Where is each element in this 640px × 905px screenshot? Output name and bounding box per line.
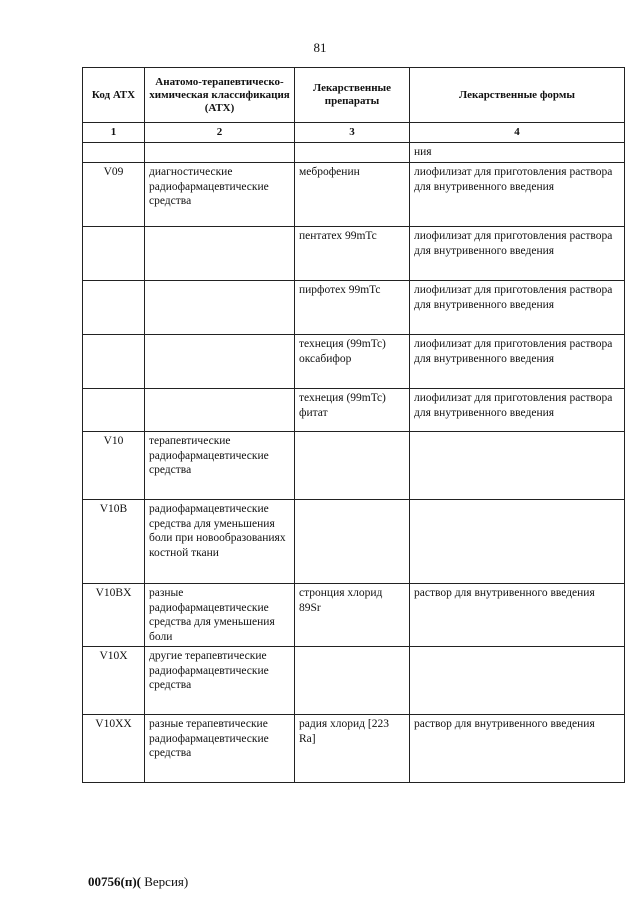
cell-classification — [145, 335, 295, 389]
table-row — [83, 389, 625, 432]
cell-drug — [295, 143, 410, 163]
cell-classification: диагностические радиофармацевтические средства — [145, 163, 295, 227]
cell-drug: пирфотех 99mTc — [295, 281, 410, 335]
cell-form: раствор для внутривенного введения — [410, 584, 625, 647]
cell-drug — [295, 500, 410, 584]
cell-drug: радия хлорид [223 Ra] — [295, 715, 410, 783]
column-number: 2 — [145, 123, 295, 143]
cell-code: V10XX — [83, 715, 145, 783]
cell-classification: терапевтические радиофармацевтические средства — [145, 432, 295, 500]
cell-form: ния — [410, 143, 625, 163]
cell-code: V10X — [83, 647, 145, 715]
cell-code: V10B — [83, 500, 145, 584]
cell-code: V10 — [83, 432, 145, 500]
cell-code — [83, 281, 145, 335]
table-row — [83, 335, 625, 389]
cell-classification — [145, 227, 295, 281]
cell-form — [410, 647, 625, 715]
cell-form — [410, 432, 625, 500]
cell-code: V10BX — [83, 584, 145, 647]
table-row — [83, 227, 625, 281]
cell-drug: технеция (99mTc) фитат — [295, 389, 410, 432]
cell-form: лиофилизат для приготовления раствора для внутривенного введения — [410, 227, 625, 281]
table-row — [83, 163, 625, 227]
cell-code — [83, 143, 145, 163]
cell-classification: радиофармацевтические средства для уменьшения боли при новообразованиях костной ткани — [145, 500, 295, 584]
cell-drug: меброфенин — [295, 163, 410, 227]
column-number: 4 — [410, 123, 625, 143]
header-forms: Лекарственные формы — [410, 68, 625, 123]
footer-version: Версия) — [140, 874, 189, 889]
cell-form: лиофилизат для приготовления раствора для внутривенного введения — [410, 335, 625, 389]
cell-classification: разные радиофармацевтические средства для уменьшения боли — [145, 584, 295, 647]
page-number: 81 — [313, 40, 327, 55]
cell-drug — [295, 647, 410, 715]
cell-classification — [145, 389, 295, 432]
table-row — [83, 715, 625, 783]
table-header-row — [83, 68, 625, 123]
table-row — [83, 647, 625, 715]
cell-classification — [145, 143, 295, 163]
footer-document-id — [88, 874, 188, 890]
table-row — [83, 500, 625, 584]
cell-code — [83, 389, 145, 432]
column-number: 3 — [295, 123, 410, 143]
cell-classification: разные терапевтические радиофармацевтические средства — [145, 715, 295, 783]
header-code: Код АТХ — [83, 68, 145, 123]
cell-code: V09 — [83, 163, 145, 227]
cell-drug: стронция хлорид 89Sr — [295, 584, 410, 647]
header-drugs: Лекарственные препараты — [295, 68, 410, 123]
cell-drug — [295, 432, 410, 500]
cell-form: раствор для внутривенного введения — [410, 715, 625, 783]
column-number: 1 — [83, 123, 145, 143]
footer-doc-id: 00756(п)( — [88, 874, 141, 889]
header-classification: Анатомо-терапевтическо-химическая классификация (АТХ) — [145, 68, 295, 123]
table-row — [83, 584, 625, 647]
cell-drug: пентатех 99mTc — [295, 227, 410, 281]
table-row — [83, 281, 625, 335]
atx-table — [82, 67, 625, 783]
table-row — [83, 432, 625, 500]
table-row — [83, 143, 625, 163]
cell-form: лиофилизат для приготовления раствора для внутривенного введения — [410, 281, 625, 335]
cell-classification: другие терапевтические радиофармацевтические средства — [145, 647, 295, 715]
cell-classification — [145, 281, 295, 335]
cell-code — [83, 335, 145, 389]
cell-form: лиофилизат для приготовления раствора для внутривенного введения — [410, 163, 625, 227]
cell-form — [410, 500, 625, 584]
cell-code — [83, 227, 145, 281]
cell-drug: технеция (99mTc) оксабифор — [295, 335, 410, 389]
column-number-row — [83, 123, 625, 143]
cell-form: лиофилизат для приготовления раствора для внутривенного введения — [410, 389, 625, 432]
